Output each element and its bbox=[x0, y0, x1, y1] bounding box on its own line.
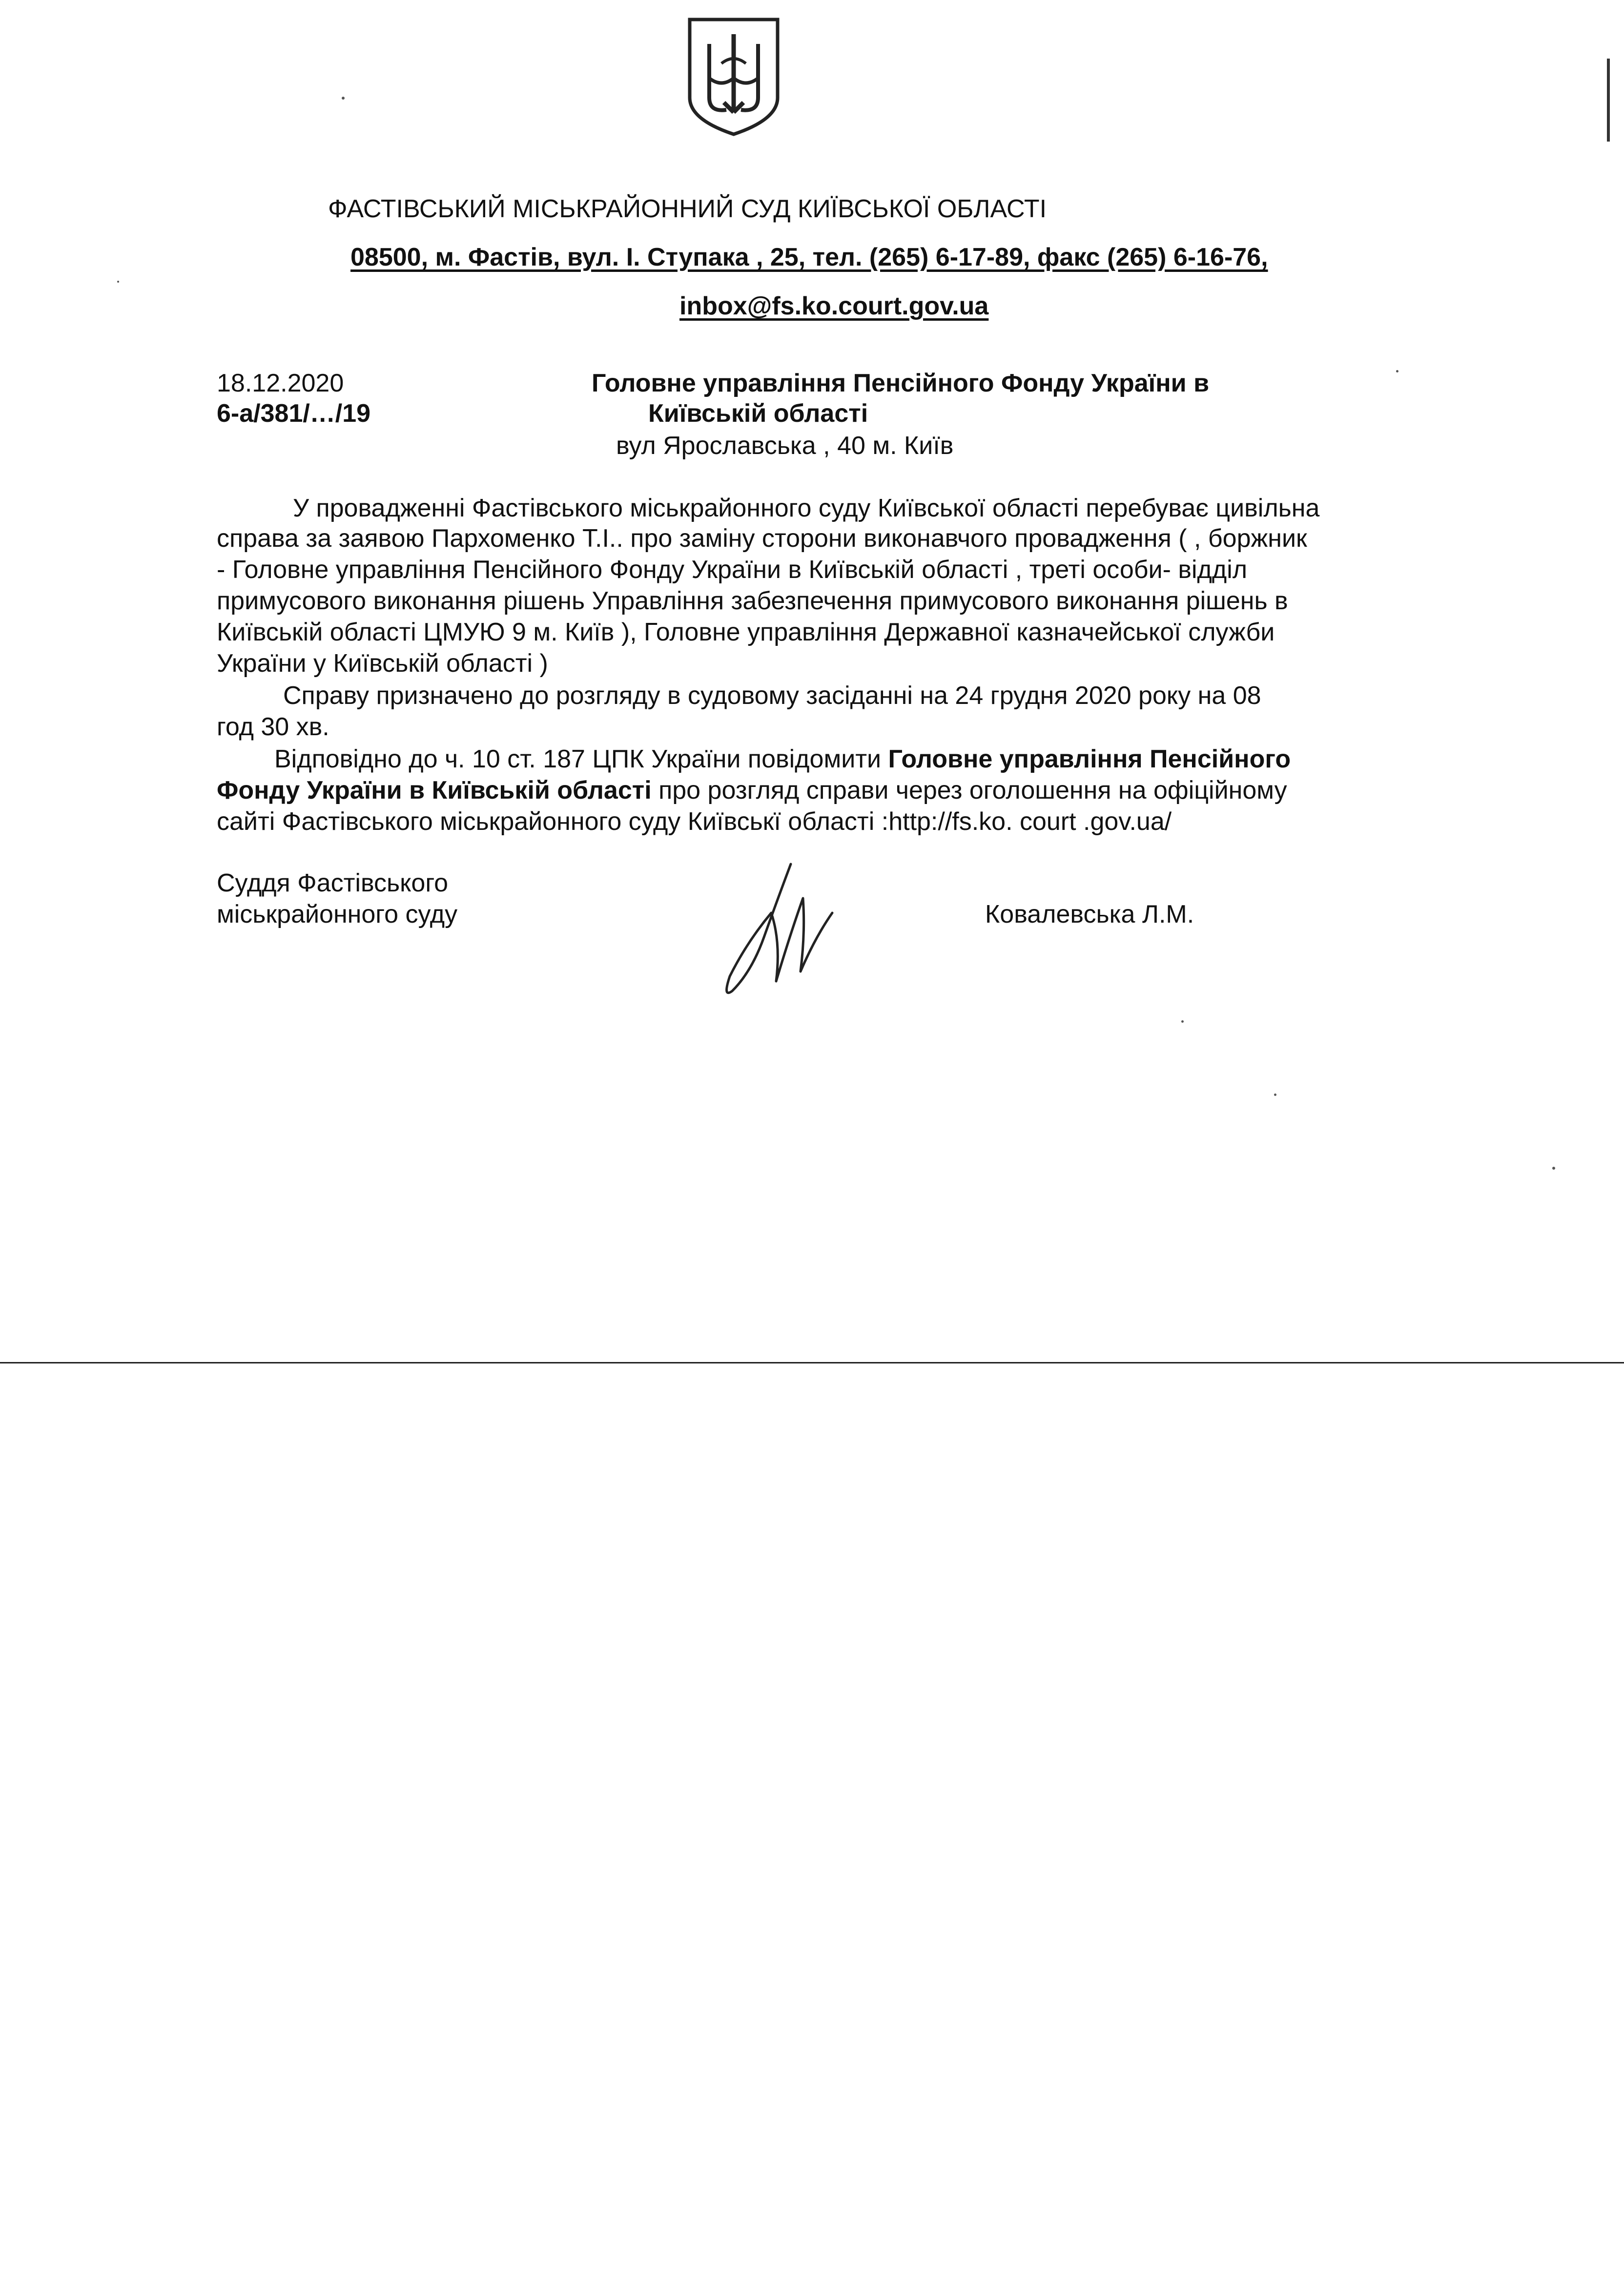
court-email: inbox@fs.ko.court.gov.ua bbox=[679, 292, 989, 320]
handwritten-signature bbox=[718, 859, 840, 1001]
scan-speck bbox=[342, 97, 345, 100]
judge-title-1: Суддя Фастівського bbox=[217, 869, 449, 897]
court-name: ФАСТІВСЬКИЙ МІСЬКРАЙОННИЙ СУД КИЇВСЬКОЇ ОБЛАСТІ bbox=[328, 195, 1047, 223]
recipient-line-2: Київській області bbox=[648, 399, 868, 428]
hearing-line: Справу призначено до розгляду в судовому засіданні на 24 грудня 2020 року на 08 bbox=[283, 681, 1261, 710]
scan-speck bbox=[1552, 1167, 1555, 1170]
notice-text: про розгляд справи через оголошення на офіційному bbox=[651, 776, 1287, 805]
scan-edge-mark bbox=[1607, 59, 1610, 142]
body-line: Київській області ЦМУЮ 9 м. Київ ), Головне управління Державної казначейської служби bbox=[217, 618, 1275, 646]
case-number: 6-а/381/…/19 bbox=[217, 399, 371, 428]
notice-recipient: Фонду України в Київській області bbox=[217, 776, 652, 805]
body-line: У провадженні Фастівського міськрайонного суду Київської області перебуває цивільна bbox=[293, 494, 1320, 522]
judge-title-2: міськрайонного суду bbox=[217, 900, 458, 929]
hearing-line: год 30 хв. bbox=[217, 713, 329, 741]
document-date: 18.12.2020 bbox=[217, 369, 344, 397]
notice-text: Відповідно до ч. 10 ст. 187 ЦПК України повідомити bbox=[274, 745, 888, 773]
notice-recipient: Головне управління Пенсійного bbox=[888, 745, 1291, 773]
scan-speck bbox=[1274, 1094, 1276, 1096]
scan-speck bbox=[117, 281, 119, 283]
recipient-address: вул Ярославська , 40 м. Київ bbox=[616, 432, 954, 460]
judge-name: Ковалевська Л.М. bbox=[985, 900, 1194, 929]
body-line: України у Київській області ) bbox=[217, 649, 548, 678]
body-line: примусового виконання рішень Управління забезпечення примусового виконання рішень в bbox=[217, 587, 1288, 615]
recipient-line-1: Головне управління Пенсійного Фонду України в bbox=[592, 369, 1210, 397]
body-line: справа за заявою Пархоменко Т.І.. про заміну сторони виконавчого провадження ( , боржник bbox=[217, 524, 1307, 553]
court-address: 08500, м. Фастів, вул. І. Ступака , 25, тел. (265) 6-17-89, факс (265) 6-16-76, bbox=[350, 243, 1268, 271]
scan-speck bbox=[1181, 1020, 1184, 1023]
page-divider bbox=[0, 1362, 1624, 1363]
notice-line-1 bbox=[274, 743, 1291, 775]
notice-line-2 bbox=[217, 774, 1287, 806]
coat-of-arms-icon bbox=[682, 15, 785, 137]
scan-speck bbox=[1396, 370, 1398, 372]
body-line: - Головне управління Пенсійного Фонду України в Київській області , треті особи- відділ bbox=[217, 556, 1248, 584]
notice-line-3: сайті Фастівського міськрайонного суду Київськї області :http://fs.ko. court .gov.ua/ bbox=[217, 807, 1172, 836]
